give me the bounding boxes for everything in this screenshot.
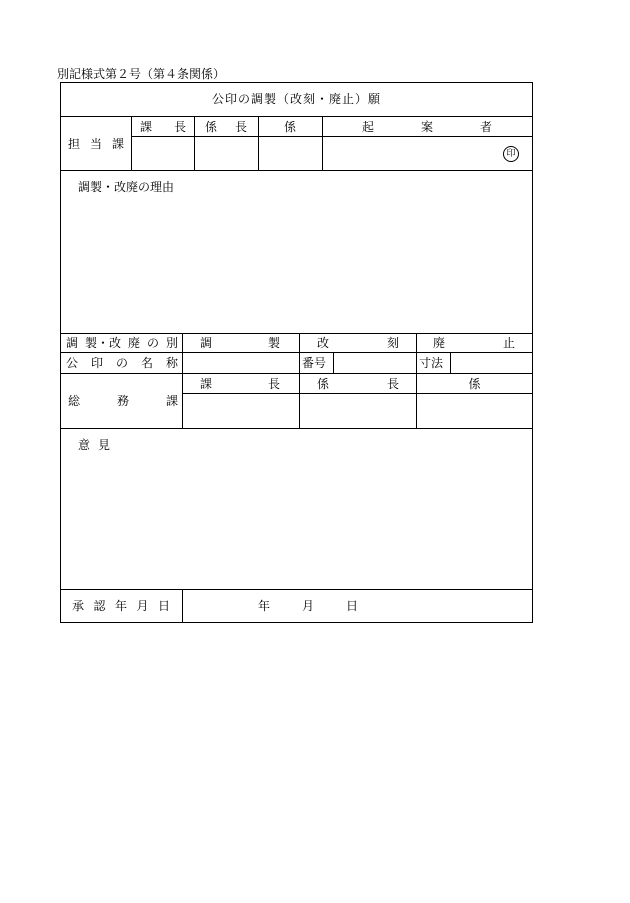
tantouka-kiansha-header: 起 案 者 [362, 120, 492, 134]
opinion-label: 意 見 [78, 438, 110, 452]
rule-below-name [60, 373, 533, 374]
soumuka-label: 総 務 課 [68, 394, 178, 408]
form-number-caption: 別記様式第２号（第４条関係） [57, 67, 226, 81]
col-tantouka-2 [194, 116, 195, 171]
rule-below-opinion [60, 589, 533, 590]
bangou-label: 番号 [302, 356, 327, 370]
col-name-3 [416, 352, 417, 373]
col-name-1 [299, 352, 300, 373]
col-type-2 [416, 333, 417, 353]
tantouka-label: 担 当 課 [68, 137, 124, 151]
border-bottom [60, 622, 533, 623]
col-label-divider [182, 333, 183, 429]
col-tantouka-1 [131, 116, 132, 171]
tantouka-kakari-header: 係 [283, 120, 296, 134]
border-top [60, 82, 533, 83]
type-kaikoku: 改 刻 [317, 336, 399, 350]
soumuka-kakari-header: 係 [468, 377, 481, 391]
name-row-label: 公 印 の 名 称 [66, 356, 178, 370]
col-approval [182, 589, 183, 623]
col-name-4 [450, 352, 451, 373]
soumuka-kachou-header: 課 長 [200, 377, 280, 391]
rule-below-approval-header [131, 136, 533, 137]
reason-label: 調製・改廃の理由 [78, 180, 175, 194]
rule-below-type [60, 352, 533, 353]
soumuka-kakarichou-header: 係 長 [317, 377, 399, 391]
approval-label: 承 認 年 月 日 [72, 599, 170, 613]
col-tantouka-4 [322, 116, 323, 171]
type-chousei: 調 製 [200, 336, 280, 350]
type-haishi: 廃 止 [433, 336, 515, 350]
rule-below-soumu-header [182, 393, 533, 394]
seal-mark: 印 [503, 146, 519, 162]
rule-below-reason [60, 333, 533, 334]
col-type-1 [299, 333, 300, 353]
col-name-2 [333, 352, 334, 373]
form-title: 公印の調製（改刻・廃止）願 [211, 92, 381, 106]
application-form [60, 82, 533, 623]
rule-below-soumuka [60, 428, 533, 429]
tantouka-kakarichou-header: 係 長 [205, 120, 247, 134]
type-row-label: 調 製・改 廃 の 別 [66, 336, 178, 350]
tantouka-kachou-header: 課 長 [140, 120, 186, 134]
sunpou-label: 寸法 [419, 356, 444, 370]
col-soumu-1 [299, 373, 300, 429]
approval-date: 年 月 日 [258, 599, 358, 613]
